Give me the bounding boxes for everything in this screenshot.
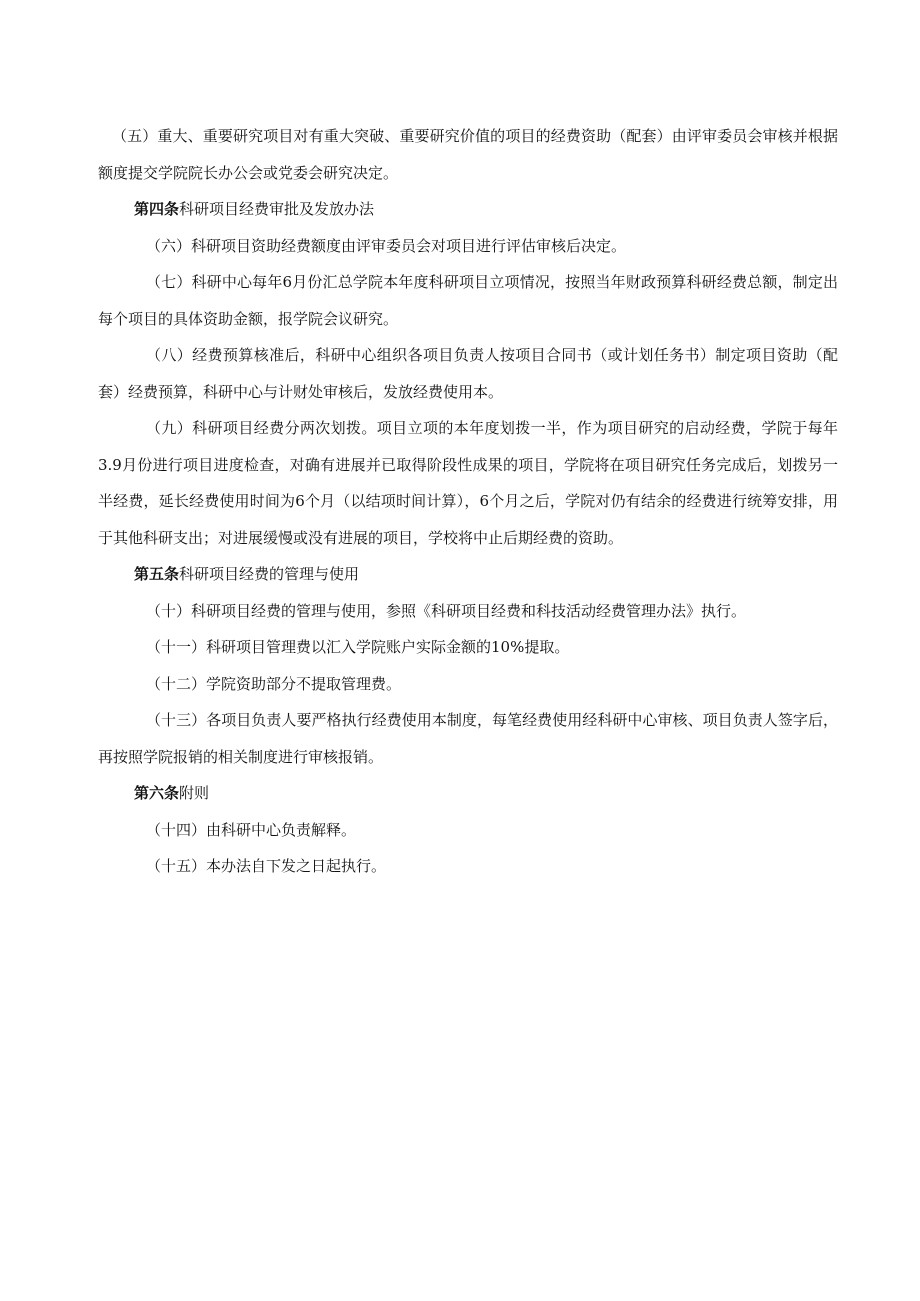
article-4-item-6: （六）科研项目资助经费额度由评审委员会对项目进行评估审核后决定。 bbox=[146, 236, 627, 255]
article-5-item-12: （十二）学院资助部分不提取管理费。 bbox=[146, 674, 402, 693]
article-5-item-11: （十一）科研项目管理费以汇入学院账户实际金额的10%提取。 bbox=[146, 638, 570, 656]
article-5-number: 第五条 bbox=[134, 565, 180, 583]
document-body bbox=[98, 118, 838, 885]
article-6-item-15: （十五）本办法自下发之日起执行。 bbox=[146, 857, 387, 875]
article-5-item-10: （十）科研项目经费的管理与使用，参照《科研项目经费和科技活动经费管理办法》执行。 bbox=[146, 601, 747, 620]
article-6-item-14: （十四）由科研中心负责解释。 bbox=[146, 820, 357, 839]
article-6-title: 附则 bbox=[179, 784, 210, 802]
article-4-title: 科研项目经费审批及发放办法 bbox=[179, 200, 375, 218]
article-5-heading bbox=[98, 556, 838, 593]
item-5-paragraph: （五）重大、重要研究项目对有重大突破、重要研究价值的项目的经费资助（配套）由评审委员会审核并根据额度提交学院院长办公会或党委会研究决定。 bbox=[98, 127, 838, 182]
article-4-item-9: （九）科研项目经费分两次划拨。项目立项的本年度划拨一半，作为项目研究的启动经费，学院于每年3.9月份进行项目进度检查，对确有进展并已取得阶段性成果的项目，学院将在项目研究任务完成后，划拨另一半经费，延长经费使用时间为6个月（以结项时间计算），6个月之后，学院对仍有结余的经费进行统筹安排，用于其他科研支出；对进展缓慢或没有进展的项目，学校将中止后期经费的资助。 bbox=[98, 419, 838, 547]
article-4-number: 第四条 bbox=[134, 200, 180, 218]
article-6-heading bbox=[98, 775, 838, 812]
article-4-heading bbox=[98, 191, 838, 228]
article-5-item-13: （十三）各项目负责人要严格执行经费使用本制度，每笔经费使用经科研中心审核、项目负责人签字后，再按照学院报销的相关制度进行审核报销。 bbox=[98, 711, 838, 766]
article-4-item-8: （八）经费预算核准后，科研中心组织各项目负责人按项目合同书（或计划任务书）制定项目资助（配套）经费预算，科研中心与计财处审核后，发放经费使用本。 bbox=[98, 346, 838, 401]
article-5-title: 科研项目经费的管理与使用 bbox=[179, 565, 360, 583]
article-6-number: 第六条 bbox=[134, 784, 180, 802]
article-4-item-7: （七）科研中心每年6月份汇总学院本年度科研项目立项情况，按照当年财政预算科研经费总额，制定出每个项目的具体资助金额，报学院会议研究。 bbox=[98, 273, 838, 328]
